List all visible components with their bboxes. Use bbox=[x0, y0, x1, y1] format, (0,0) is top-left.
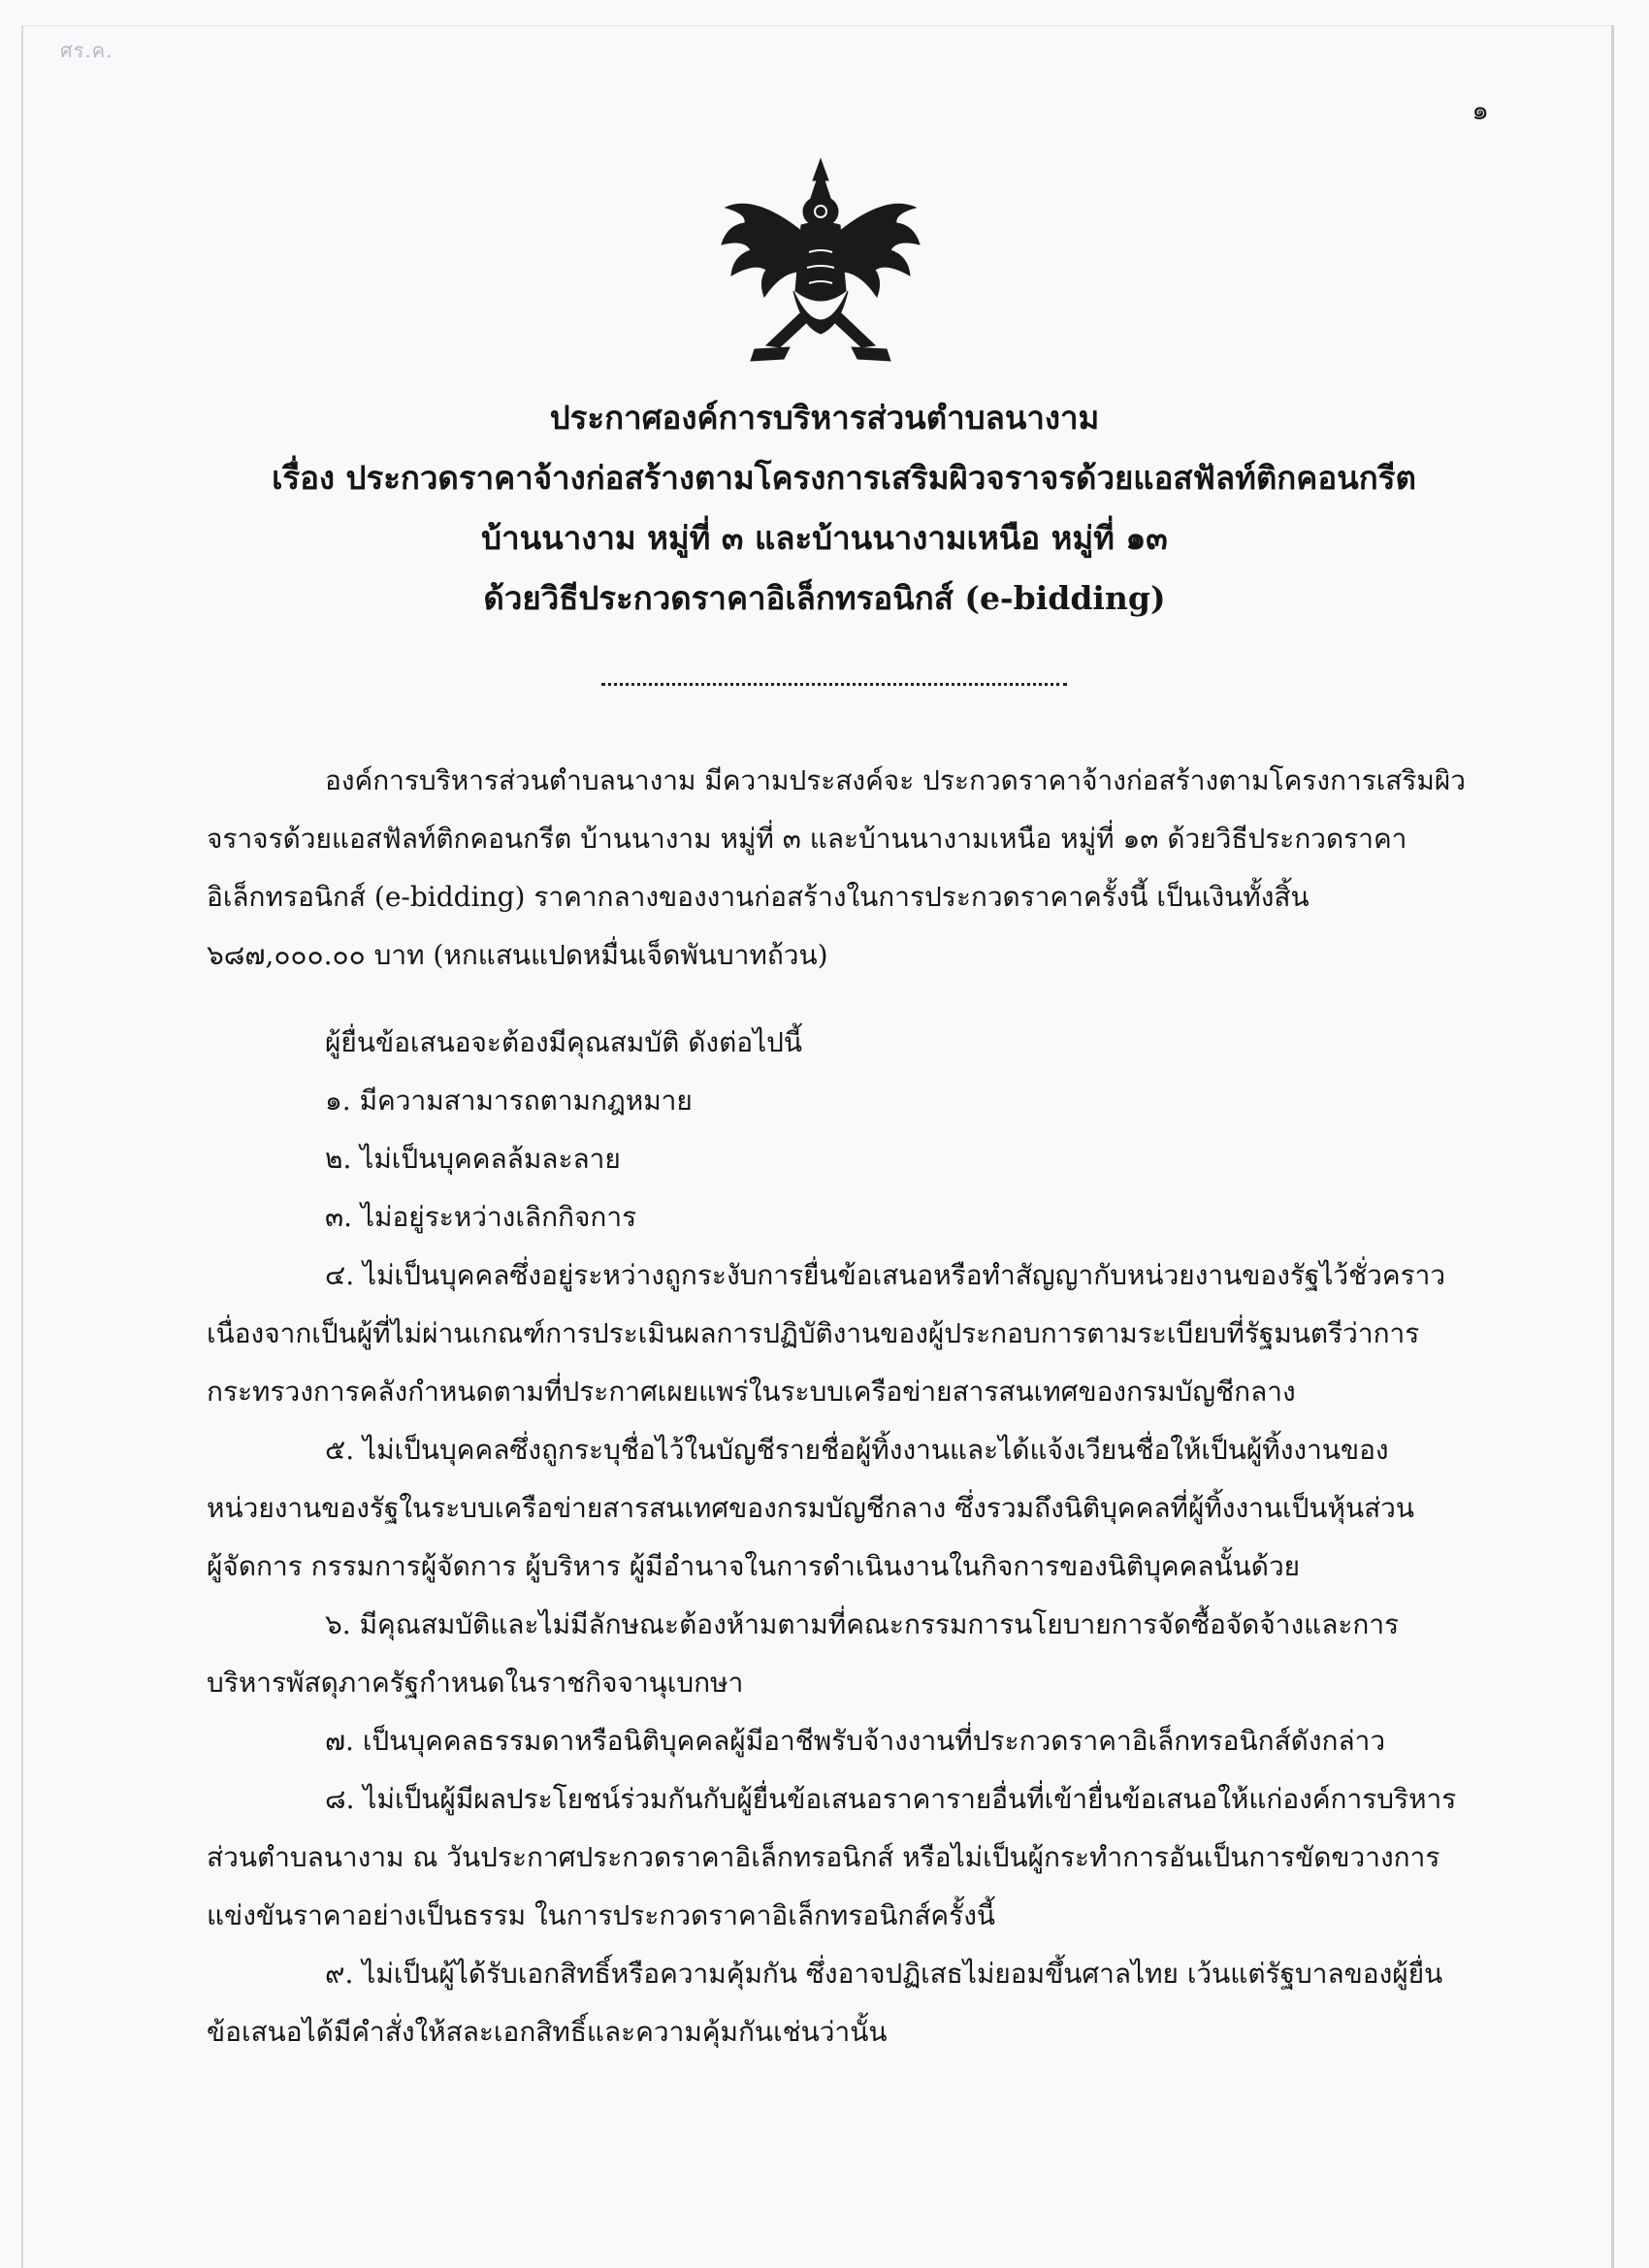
qualification-item bbox=[207, 1770, 1468, 1945]
qualification-item: ๑. มีความสามารถตามกฎหมาย bbox=[325, 1085, 693, 1117]
qualification-line: เนื่องจากเป็นผู้ที่ไม่ผ่านเกณฑ์การประเมินผลการปฏิบัติงานของผู้ประกอบการตามระเบียบที่รัฐมนตรีว่าการ bbox=[207, 1317, 1420, 1349]
qualification-line: ๙. ไม่เป็นผู้ได้รับเอกสิทธิ์หรือความคุ้มกัน ซึ่งอาจปฏิเสธไม่ยอมขึ้นศาลไทย เว้นแต่รัฐบาลของผู้ยื่น bbox=[325, 1958, 1443, 1990]
spacer bbox=[207, 985, 1468, 1014]
intro-line: อิเล็กทรอนิกส์ (e-bidding) ราคากลางของงานก่อสร้างในการประกวดราคาครั้งนี้ เป็นเงินทั้งสิ้น bbox=[207, 881, 1310, 913]
qualification-line: ๔. ไม่เป็นบุคคลซึ่งอยู่ระหว่างถูกระงับการยื่นข้อเสนอหรือทำสัญญากับหน่วยงานของรัฐไว้ชั่วคราว bbox=[325, 1259, 1446, 1291]
org-title: ประกาศองค์การบริหารส่วนตำบลนางาม bbox=[549, 399, 1100, 437]
qualification-line: แข่งขันราคาอย่างเป็นธรรม ในการประกวดราคาอิเล็กทรอนิกส์ครั้งนี้ bbox=[207, 1899, 996, 1931]
intro-line: ๖๘๗,๐๐๐.๐๐ บาท (หกแสนแปดหมื่นเจ็ดพันบาทถ้วน) bbox=[207, 939, 828, 971]
qualification-line: ๘. ไม่เป็นผู้มีผลประโยชน์ร่วมกันกับผู้ยื่นข้อเสนอราคารายอื่นที่เข้ายื่นข้อเสนอให้แก่องค์การบริหาร bbox=[325, 1783, 1457, 1815]
dotted-separator bbox=[601, 683, 1067, 686]
qualification-line: ๖. มีคุณสมบัติและไม่มีลักษณะต้องห้ามตามที่คณะกรรมการนโยบายการจัดซื้อจัดจ้างและการ bbox=[325, 1608, 1400, 1640]
intro-line: องค์การบริหารส่วนตำบลนางาม มีความประสงค์จะ ประกวดราคาจ้างก่อสร้างตามโครงการเสริมผิว bbox=[325, 764, 1467, 796]
qualification-item bbox=[207, 1596, 1468, 1712]
page-number: ๑ bbox=[1471, 94, 1489, 126]
announcement-body bbox=[207, 752, 1468, 2061]
qualification-line: ๗. เป็นบุคคลธรรมดาหรือนิติบุคคลผู้มีอาชีพรับจ้างงานที่ประกวดราคาอิเล็กทรอนิกส์ดังกล่าว bbox=[325, 1725, 1386, 1757]
qualification-line: ส่วนตำบลนางาม ณ วันประกาศประกวดราคาอิเล็กทรอนิกส์ หรือไม่เป็นผู้กระทำการอันเป็นการขัดขวางการ bbox=[207, 1841, 1440, 1873]
corner-mark: ศร.ค. bbox=[60, 39, 113, 62]
qualification-line: หน่วยงานของรัฐในระบบเครือข่ายสารสนเทศของกรมบัญชีกลาง ซึ่งรวมถึงนิติบุคคลที่ผู้ทิ้งงานเป็นหุ้นส่วน bbox=[207, 1492, 1415, 1524]
qualification-line: ๕. ไม่เป็นบุคคลซึ่งถูกระบุชื่อไว้ในบัญชีรายชื่อผู้ทิ้งงานและได้แจ้งเวียนชื่อให้เป็นผู้ทิ้งงานของ bbox=[325, 1434, 1389, 1466]
qualification-line: ผู้จัดการ กรรมการผู้จัดการ ผู้บริหาร ผู้มีอำนาจในการดำเนินงานในกิจการของนิติบุคคลนั้นด้วย bbox=[207, 1550, 1301, 1582]
scan-right-edge bbox=[1611, 25, 1614, 2268]
intro-line: จราจรด้วยแอสฟัลท์ติกคอนกรีต บ้านนางาม หมู่ที่ ๓ และบ้านนางามเหนือ หมู่ที่ ๑๓ ด้วยวิธีประกวดราคา bbox=[207, 823, 1407, 855]
qualification-item bbox=[207, 1421, 1468, 1596]
qualifications-section bbox=[207, 1014, 1468, 2061]
intro-paragraph bbox=[207, 752, 1468, 985]
qualification-item bbox=[207, 1712, 1468, 1770]
qualification-line: ข้อเสนอได้มีคำสั่งให้สละเอกสิทธิ์และความคุ้มกันเช่นว่านั้น bbox=[207, 2016, 888, 2048]
qualification-item bbox=[207, 1945, 1468, 2061]
method-title: ด้วยวิธีประกวดราคาอิเล็กทรอนิกส์ (e-bidding) bbox=[483, 579, 1166, 617]
qualification-item bbox=[207, 1247, 1468, 1421]
qualification-item: ๒. ไม่เป็นบุคคลล้มละลาย bbox=[325, 1143, 621, 1175]
location-title: บ้านนางาม หมู่ที่ ๓ และบ้านนางามเหนือ หมู่ที่ ๑๓ bbox=[481, 519, 1168, 557]
qualification-line: กระทรวงการคลังกำหนดตามที่ประกาศเผยแพร่ในระบบเครือข่ายสารสนเทศของกรมบัญชีกลาง bbox=[207, 1376, 1296, 1408]
qualifications-heading: ผู้ยื่นข้อเสนอจะต้องมีคุณสมบัติ ดังต่อไปนี้ bbox=[325, 1026, 803, 1058]
subject-title: เรื่อง ประกวดราคาจ้างก่อสร้างตามโครงการเสริมผิวจราจรด้วยแอสฟัลท์ติกคอนกรีต bbox=[272, 459, 1416, 497]
announcement-header bbox=[116, 388, 1533, 629]
qualification-item: ๓. ไม่อยู่ระหว่างเลิกกิจการ bbox=[325, 1201, 637, 1233]
qualification-line: บริหารพัสดุภาครัฐกำหนดในราชกิจจานุเบกษา bbox=[207, 1667, 744, 1699]
garuda-emblem-icon bbox=[716, 155, 925, 365]
